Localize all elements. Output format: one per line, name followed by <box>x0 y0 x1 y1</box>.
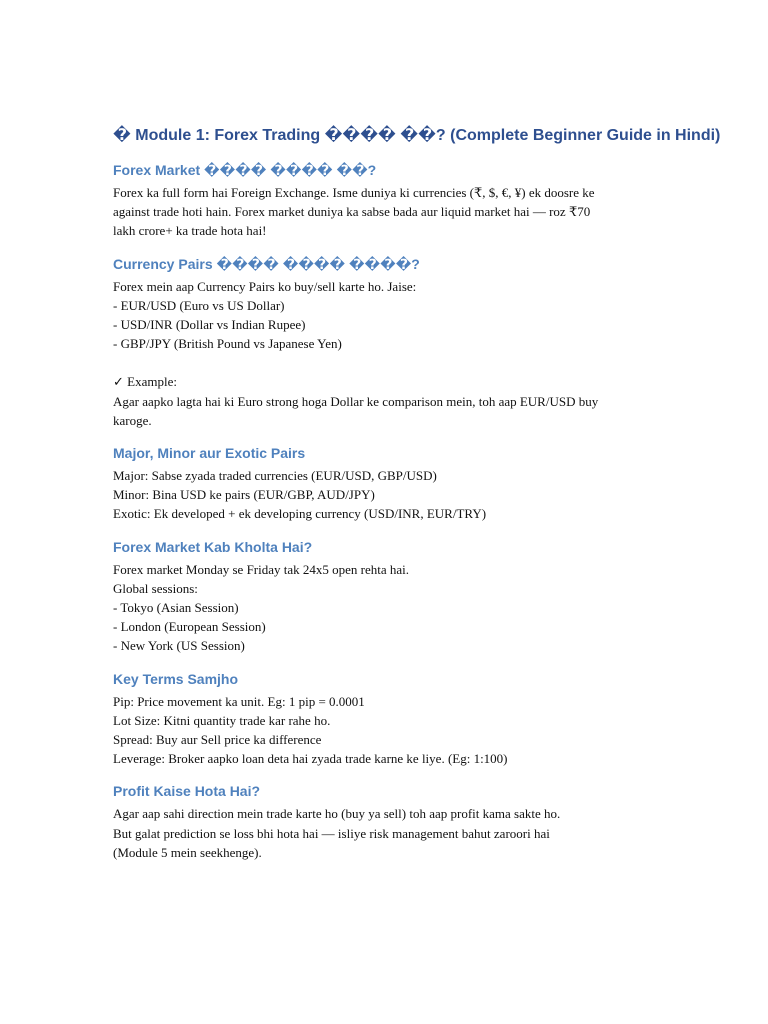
document-page <box>113 124 721 875</box>
section-paragraph: Agar aap sahi direction mein trade karte ho (buy ya sell) toh aap profit kama sakte ho. But galat prediction se loss bhi hota hai — isliye risk management bahut zaroori hai (Module 5 mein seekhenge). <box>113 806 561 860</box>
section-pair-types <box>113 443 713 524</box>
section-paragraph: Forex market Monday se Friday tak 24x5 open rehta hai. Global sessions: - Tokyo (Asian Session) - London (European Session) - New York (US Session) <box>113 561 410 654</box>
section-paragraph: Forex ka full form hai Foreign Exchange. Isme duniya ki currencies (₹, $, €, ¥) ek doosre ke against trade hoti hain. Forex market duniya ka sabse bada aur liquid market hai — roz ₹70 lakh crore+ ka trade hota hai! <box>113 185 595 239</box>
section-profit <box>113 781 713 862</box>
section-forex-market <box>113 160 713 241</box>
section-currency-pairs <box>113 254 713 430</box>
section-paragraph: Major: Sabse zyada traded currencies (EUR/USD, GBP/USD) Minor: Bina USD ke pairs (EUR/GBP, AUD/JPY) Exotic: Ek developed + ek developing currency (USD/INR, EUR/TRY) <box>113 468 487 522</box>
section-heading: Major, Minor aur Exotic Pairs <box>113 445 306 462</box>
section-heading: Forex Market Kab Kholta Hai? <box>113 538 313 555</box>
section-heading: Profit Kaise Hota Hai? <box>113 783 261 800</box>
section-key-terms <box>113 669 713 769</box>
section-paragraph: Forex mein aap Currency Pairs ko buy/sell karte ho. Jaise: - EUR/USD (Euro vs US Dollar) - USD/INR (Dollar vs Indian Rupee) - GBP/JPY (British Pound vs Japanese Yen) <box>113 278 417 352</box>
section-paragraph: ✓ Example: Agar aapko lagta hai ki Euro strong hoga Dollar ke comparison mein, toh aap EUR/USD buy karoge. <box>113 374 599 428</box>
section-heading: Currency Pairs ���� ���� ����? <box>113 255 420 272</box>
section-heading: Forex Market ���� ���� ��? <box>113 162 377 178</box>
document-title: � Module 1: Forex Trading ���� ��? (Complete Beginner Guide in Hindi) <box>113 127 721 144</box>
section-paragraph: Pip: Price movement ka unit. Eg: 1 pip = 0.0001 Lot Size: Kitni quantity trade kar rahe ho. Spread: Buy aur Sell price ka difference Leverage: Broker aapko loan deta hai zyada trade karne ke liye. (Eg: 1:100) <box>113 693 508 767</box>
section-heading: Key Terms Samjho <box>113 670 239 687</box>
paragraph-spacer <box>113 353 713 372</box>
section-market-hours <box>113 537 713 656</box>
